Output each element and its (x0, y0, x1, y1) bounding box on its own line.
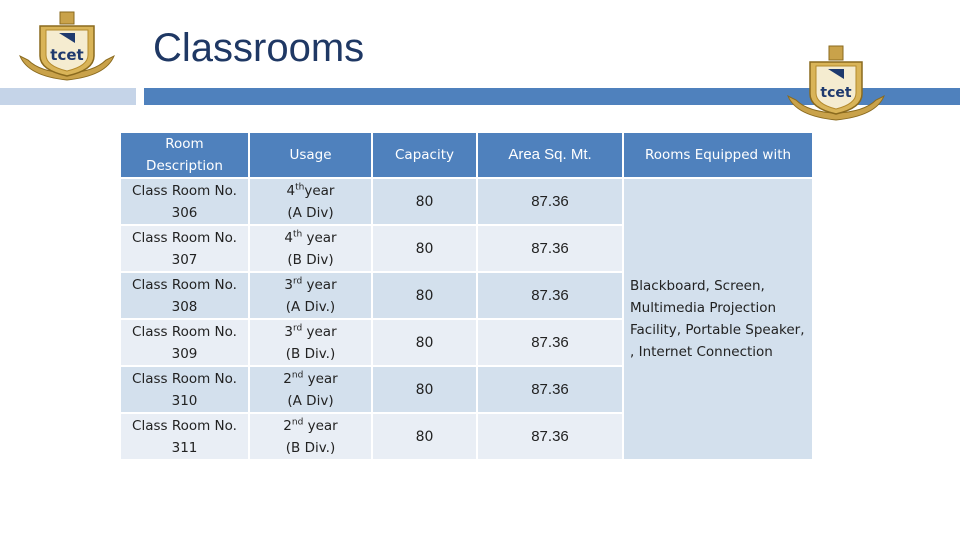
tcet-logo-left (14, 6, 120, 84)
area: 87.36 (478, 273, 624, 320)
capacity: 80 (373, 179, 478, 226)
room-description: Class Room No. 307 (121, 226, 250, 273)
classrooms-table (121, 133, 814, 461)
capacity: 80 (373, 367, 478, 414)
area: 87.36 (478, 226, 624, 273)
room-description: Class Room No. 309 (121, 320, 250, 367)
usage: 4thyear (A Div) (250, 179, 373, 226)
header-room-description: Room Description (121, 133, 250, 179)
usage: 3rd year (A Div.) (250, 273, 373, 320)
tcet-logo-right (784, 38, 888, 122)
usage: 3rd year (B Div.) (250, 320, 373, 367)
capacity: 80 (373, 320, 478, 367)
area: 87.36 (478, 320, 624, 367)
area: 87.36 (478, 179, 624, 226)
header-usage: Usage (250, 133, 373, 179)
capacity: 80 (373, 226, 478, 273)
table-row (121, 179, 814, 226)
usage: 4th year (B Div) (250, 226, 373, 273)
capacity: 80 (373, 414, 478, 461)
room-description: Class Room No. 310 (121, 367, 250, 414)
logo-text: tcet (820, 85, 852, 101)
area: 87.36 (478, 367, 624, 414)
logo-text: tcet (50, 46, 84, 64)
room-description: Class Room No. 311 (121, 414, 250, 461)
page-title: Classrooms (153, 26, 365, 70)
usage: 2nd year (A Div) (250, 367, 373, 414)
table-header-row (121, 133, 814, 179)
header-bar-light (0, 88, 136, 105)
header-area: Area Sq. Mt. (478, 133, 624, 179)
room-description: Class Room No. 306 (121, 179, 250, 226)
room-description: Class Room No. 308 (121, 273, 250, 320)
equipment-description: Blackboard, Screen, Multimedia Projection Facility, Portable Speaker, , Internet Connection (624, 179, 814, 461)
header-capacity: Capacity (373, 133, 478, 179)
capacity: 80 (373, 273, 478, 320)
header-equipped: Rooms Equipped with (624, 133, 814, 179)
usage: 2nd year (B Div.) (250, 414, 373, 461)
area: 87.36 (478, 414, 624, 461)
